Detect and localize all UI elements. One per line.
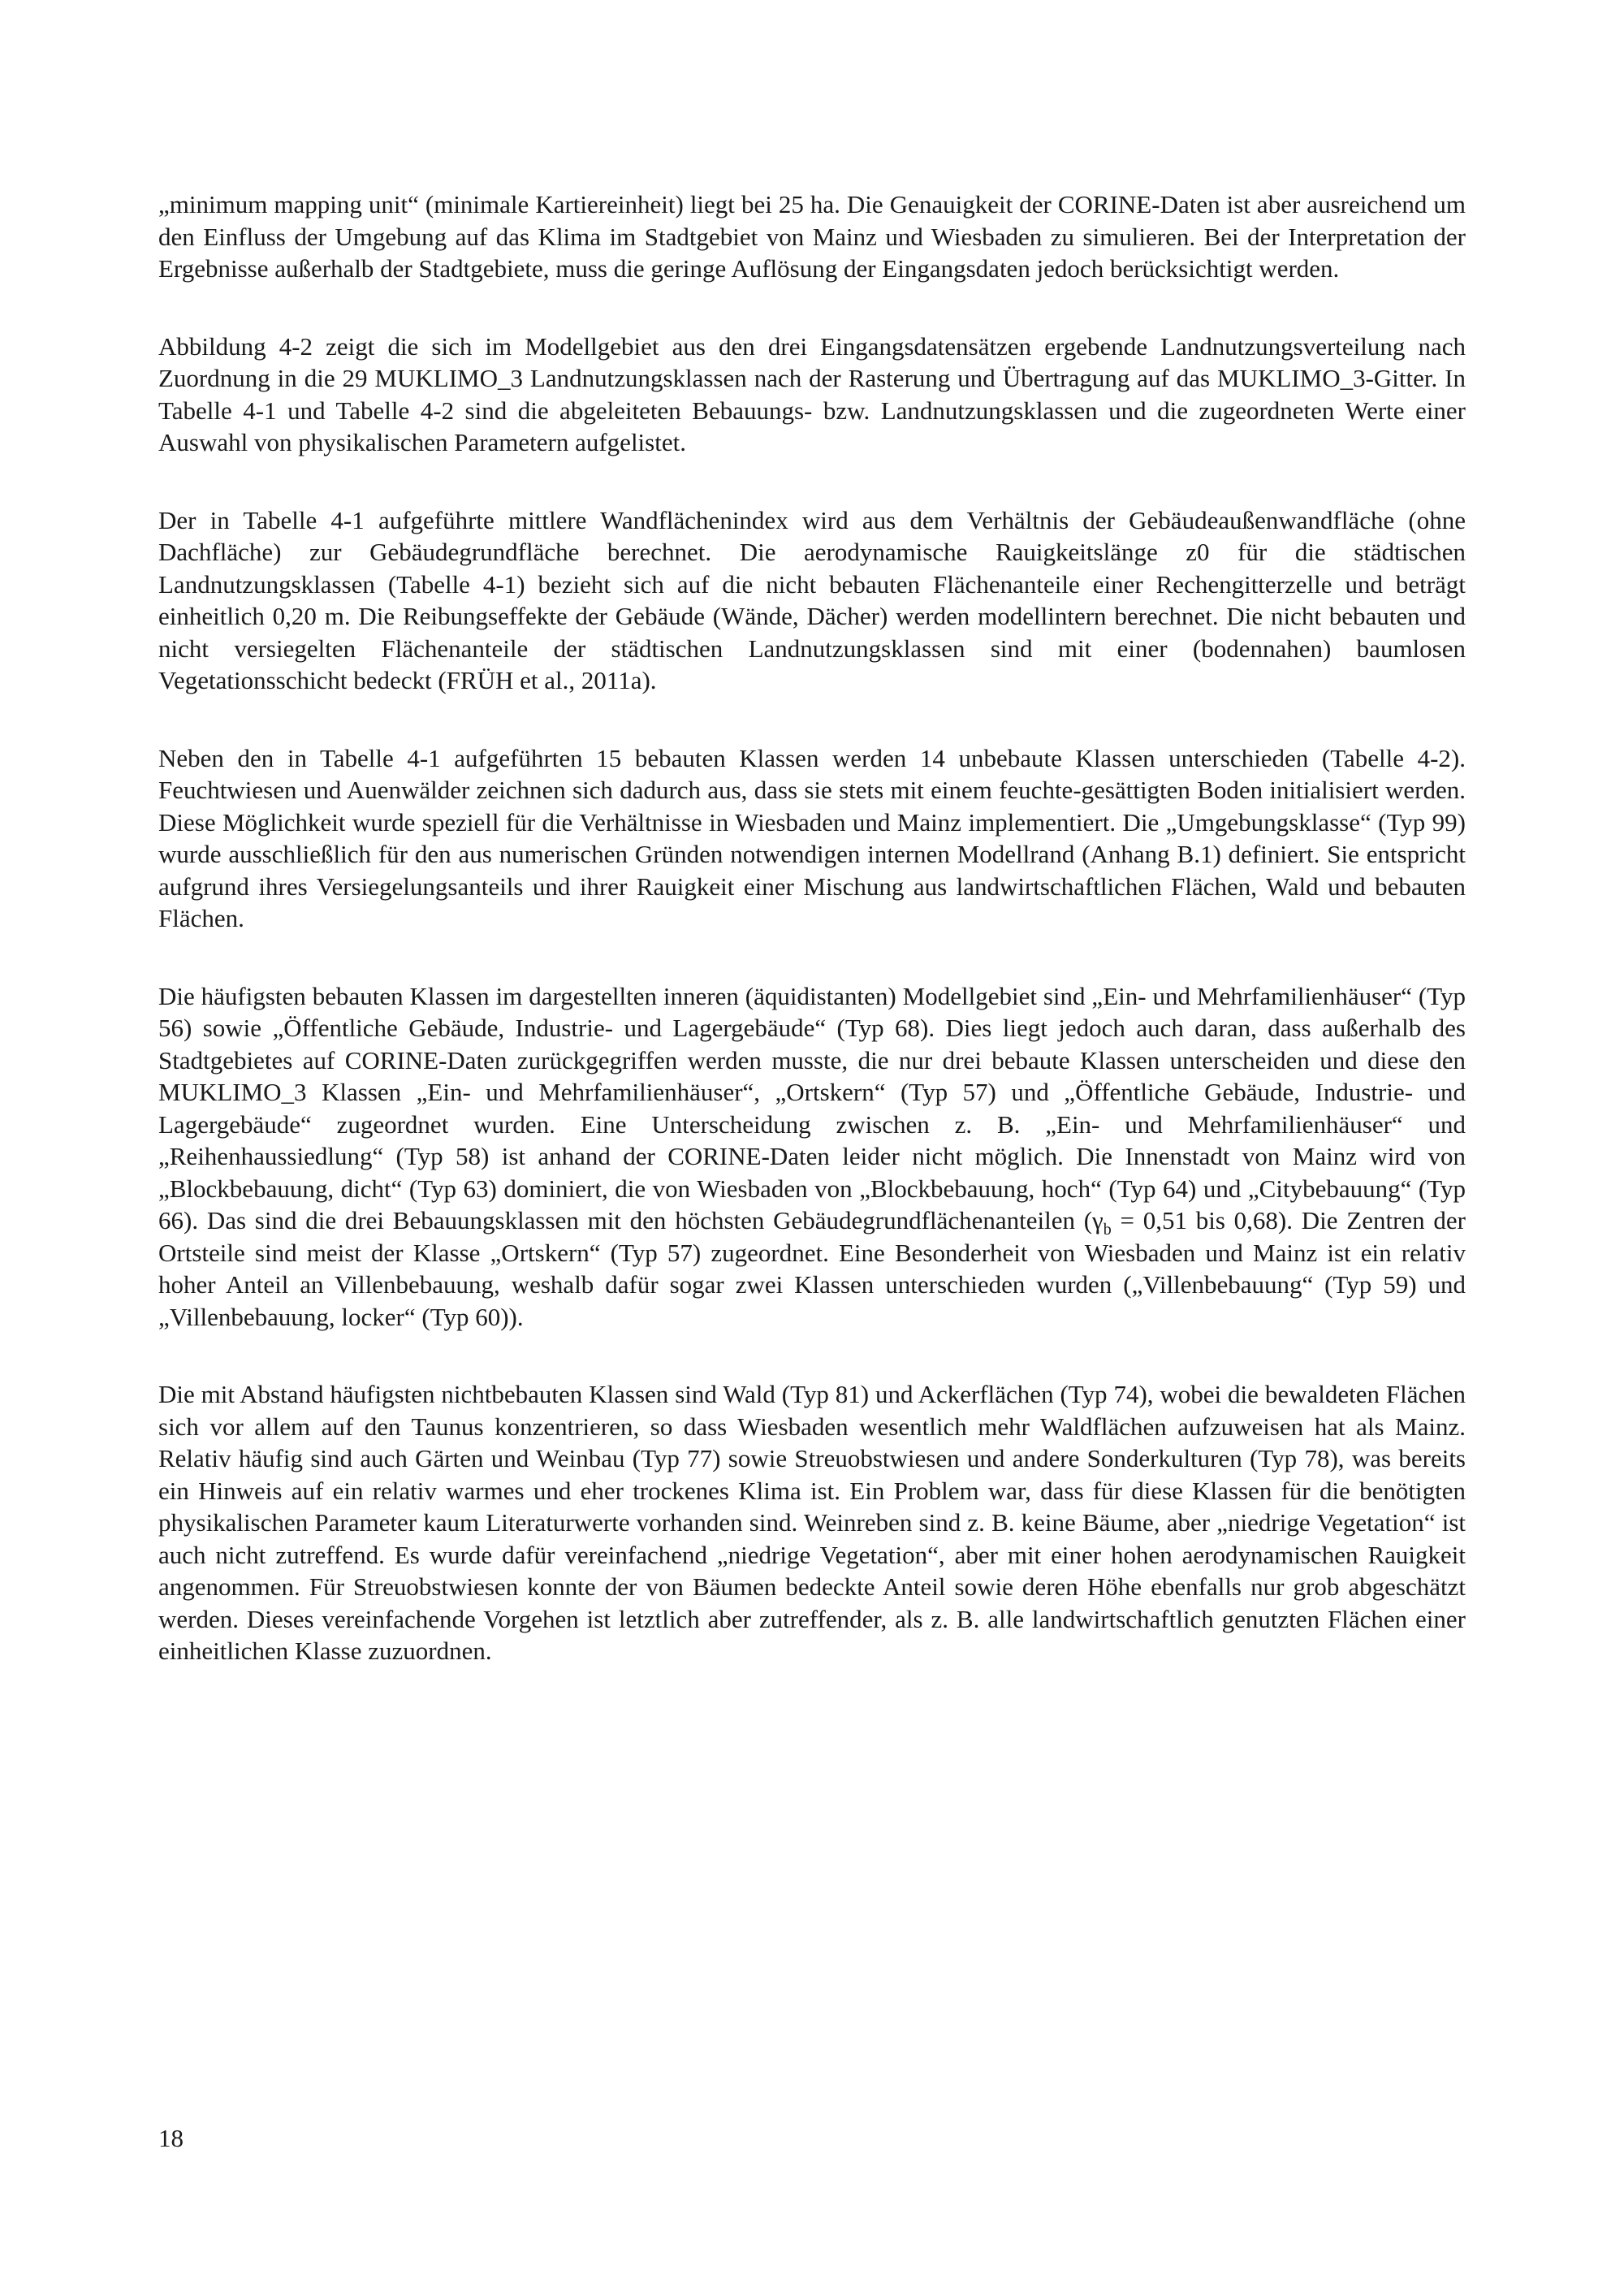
paragraph-3: Der in Tabelle 4-1 aufgeführte mittlere Wandflächenindex wird aus dem Verhältnis der Gebäudeaußenwandfläche (ohne Dachfläche) zur Gebäudegrundfläche berechnet. Die aerodynamische Rauigkeitslänge z0 für die städtischen Landnutzungsklassen (Tabelle 4-1) bezieht sich auf die nicht bebauten Flächenanteile einer Rechengitterzelle und beträgt einheitlich 0,20 m. Die Reibungseffekte der Gebäude (Wände, Dächer) werden modellintern berechnet. Die nicht bebauten und nicht versiegelten Flächenanteile der städtischen Landnutzungsklassen sind mit einer (bodennahen) baumlosen Vegetationsschicht bedeckt (FRÜH et al., 2011a). [158, 505, 1466, 694]
paragraph-5-main: Die häufigsten bebauten Klassen im dargestellten inneren (äquidistanten) Modellgebiet sind „Ein- und Mehrfamilienhäuser“ (Typ 56) sowie „Öffentliche Gebäude, Industrie- und Lagergebäude“ (Typ 68). Dies liegt jedoch auch daran, dass außerhalb des Stadtgebietes auf CORINE-Daten zurückgegriffen werden musste, die nur drei bebaute Klassen unterscheiden und diese den MUKLIMO_3 Klassen „Ein- und Mehrfamilienhäuser“, „Ortskern“ (Typ 57) und „Öffentliche Gebäude, Industrie- und Lagergebäude“ zugeordnet wurden. Eine Unterscheidung zwischen z. B. „Ein- und Mehrfamilienhäuser“ und „Reihenhaussiedlung“ (Typ 58) ist anhand der CORINE-Daten leider nicht möglich. Die Innenstadt von Mainz wird von „Blockbebauung, dicht“ (Typ 63) dominiert, die von Wiesbaden von „Blockbebauung, hoch“ (Typ 64) und „Citybebauung“ (Typ 66). Das sind die drei Bebauungsklassen mit den höchsten Gebäudegrundflächenanteilen ( [158, 981, 1466, 1234]
gamma-symbol: γ [1092, 1206, 1104, 1234]
paragraph-2: Abbildung 4-2 zeigt die sich im Modellgebiet aus den drei Eingangsdatensätzen ergebende Landnutzungsverteilung nach Zuordnung in die 29 MUKLIMO_3 Landnutzungsklassen nach der Rasterung und Übertragung auf das MUKLIMO_3-Gitter. In Tabelle 4-1 und Tabelle 4-2 sind die abgeleiteten Bebauungs- bzw. Landnutzungsklassen und die zugeordneten Werte einer Auswahl von physikalischen Parametern aufgelistet. [158, 331, 1466, 456]
paragraph-4: Neben den in Tabelle 4-1 aufgeführten 15 bebauten Klassen werden 14 unbebaute Klassen unterschieden (Tabelle 4-2). Feuchtwiesen und Auenwälder zeichnen sich dadurch aus, dass sie stets mit einem feuchte-gesättigten Boden initialisiert werden. Diese Möglichkeit wurde speziell für die Verhältnisse in Wiesbaden und Mainz implementiert. Die „Umgebungsklasse“ (Typ 99) wurde ausschließlich für den aus numerischen Gründen notwendigen internen Modellrand (Anhang B.1) definiert. Sie entspricht aufgrund ihres Versiegelungsanteils und ihrer Rauigkeit einer Mischung aus landwirtschaftlichen Flächen, Wald und bebauten Flächen. [158, 743, 1466, 932]
paragraph-1: „minimum mapping unit“ (minimale Kartiereinheit) liegt bei 25 ha. Die Genauigkeit der CORINE-Daten ist aber ausreichend um den Einfluss der Umgebung auf das Klima im Stadtgebiet von Mainz und Wiesbaden zu simulieren. Bei der Interpretation der Ergebnisse außerhalb der Stadtgebiete, muss die geringe Auflösung der Eingangsdaten jedoch berücksichtigt werden. [158, 190, 1466, 283]
gamma-subscript: b [1103, 1221, 1112, 1239]
paragraph-5 [158, 980, 1466, 1334]
paragraph-5-tail: = 0,51 bis 0,68). Die Zentren der Ortsteile sind meist der Klasse „Ortskern“ (Typ 57) zugeordnet. Eine Besonderheit von Wiesbaden und Mainz ist ein relativ hoher Anteil an Villenbebauung, weshalb dafür sogar zwei Klassen unterschieden wurden („Villenbebauung“ (Typ 59) und „Villenbebauung, locker“ (Typ 60)). [158, 1206, 1466, 1331]
paragraph-6: Die mit Abstand häufigsten nichtbebauten Klassen sind Wald (Typ 81) und Ackerflächen (Typ 74), wobei die bewaldeten Flächen sich vor allem auf den Taunus konzentrieren, so dass Wiesbaden wesentlich mehr Waldflächen aufzuweisen hat als Mainz. Relativ häufig sind auch Gärten und Weinbau (Typ 77) sowie Streuobstwiesen und andere Sonderkulturen (Typ 78), was bereits ein Hinweis auf ein relativ warmes und eher trockenes Klima ist. Ein Problem war, dass für diese Klassen für die benötigten physikalischen Parameter kaum Literaturwerte vorhanden sind. Weinreben sind z. B. keine Bäume, aber „niedrige Vegetation“ ist auch nicht zutreffend. Es wurde dafür vereinfachend „niedrige Vegetation“, aber mit einer hohen aerodynamischen Rauigkeit angenommen. Für Streuobstwiesen konnte der von Bäumen bedeckte Anteil sowie deren Höhe ebenfalls nur grob abgeschätzt werden. Dieses vereinfachende Vorgehen ist letztlich aber zutreffender, als z. B. alle landwirtschaftlich genutzten Flächen einer einheitlichen Klasse zuzuordnen. [158, 1380, 1466, 1665]
page-number: 18 [158, 2124, 184, 2152]
page-body [158, 188, 1466, 1713]
